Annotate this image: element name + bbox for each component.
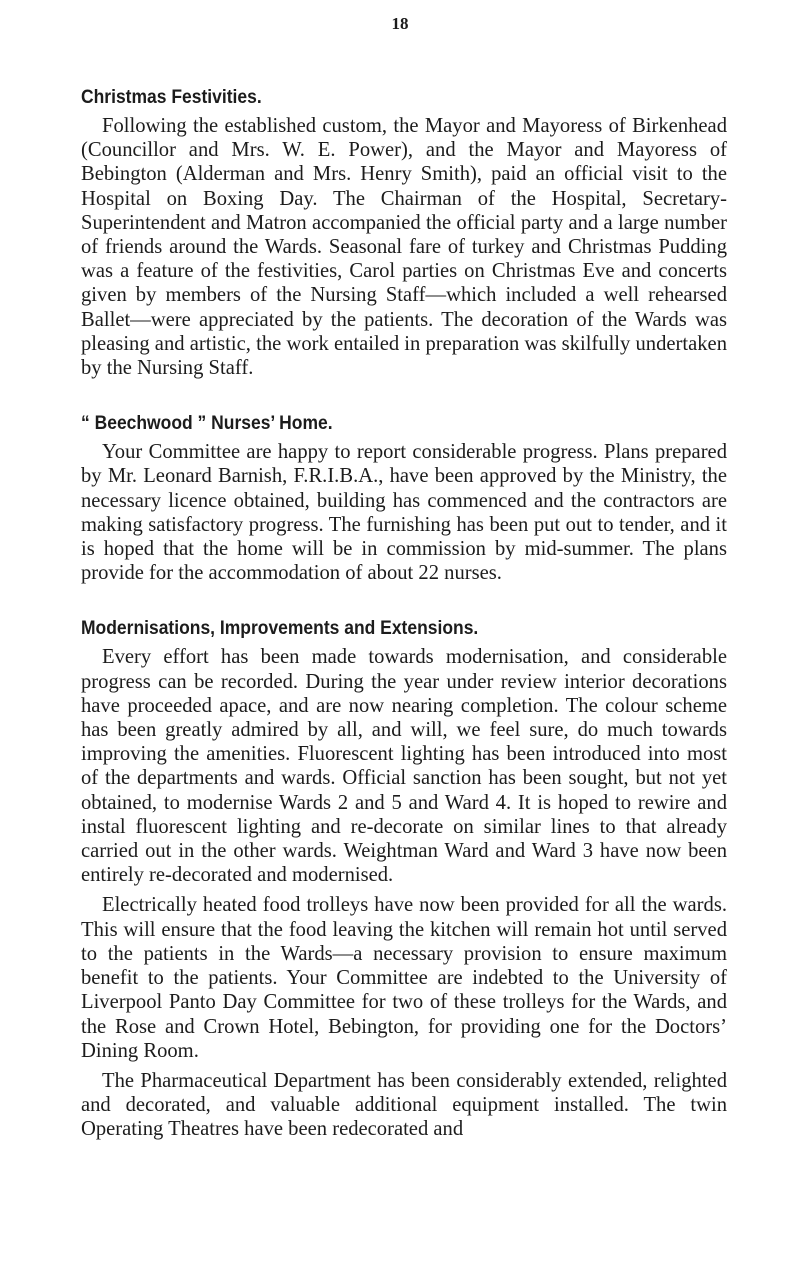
paragraph: Following the established custom, the Mayor and Mayoress of Birkenhead (Councillor and Mrs. W. E. Power), and the Mayor and Mayoress of Bebington (Alderman and Mrs. Henry Smith), paid an official visit to the Hospital on Boxing Day. The Chairman of the Hospital, Secretary-Superintendent and Matron accompanied the official party and a large number of friends around the Wards. Seasonal fare of turkey and Christmas Pudding was a feature of the festivities, Carol parties on Christmas Eve and concerts given by members of the Nursing Staff—which included a well rehearsed Ballet—were appreciated by the patients. The decoration of the Wards was pleasing and artistic, the work entailed in preparation was skilfully undertaken by the Nursing Staff. [81, 115, 727, 380]
paragraph: The Pharmaceutical Department has been considerably extended, relighted and decorated, and valuable additional equipment installed. The twin Operating Theatres have been redecorated and [81, 1069, 727, 1141]
page-number: 18 [391, 14, 409, 33]
section-heading: Modernisations, Improvements and Extensions. [81, 618, 479, 640]
paragraph: Electrically heated food trolleys have now been provided for all the wards. This will ensure that the food leaving the kitchen will remain hot until served to the patients in the Wards—a necessary provision to ensure maximum benefit to the patients. Your Committee are indebted to the University of Liverpool Panto Day Committee for two of these trolleys for the Wards, and the Rose and Crown Hotel, Bebington, for providing one for the Doctors’ Dining Room. [81, 894, 727, 1062]
document-body [81, 86, 727, 1144]
section-modernisations [81, 617, 727, 1141]
section-heading: Christmas Festivities. [81, 87, 262, 108]
paragraph: Every effort has been made towards modernisation, and considerable progress can be recorded. During the year under review interior decorations have proceeded apace, and are now nearing completion. The colour scheme has been greatly admired by all, and will, we feel sure, do much towards improving the amenities. Fluorescent lighting has been introduced into most of the departments and wards. Official sanction has been sought, but not yet obtained, to modernise Wards 2 and 5 and Ward 4. It is hoped to rewire and instal fluorescent lighting and re-decorate on similar lines to that already carried out in the other wards. Weightman Ward and Ward 3 have now been entirely re-decorated and modernised. [81, 646, 727, 887]
section-heading: “ Beechwood ” Nurses’ Home. [81, 413, 333, 435]
section-beechwood-nurses-home [81, 412, 727, 585]
section-christmas-festivities [81, 86, 727, 380]
paragraph: Your Committee are happy to report considerable progress. Plans prepared by Mr. Leonard Barnish, F.R.I.B.A., have been approved by the Ministry, the necessary licence obtained, building has commenced and the contractors are making satisfactory progress. The furnishing has been put out to tender, and it is hoped that the home will be in commission by mid-summer. The plans provide for the accommodation of about 22 nurses. [81, 441, 727, 585]
